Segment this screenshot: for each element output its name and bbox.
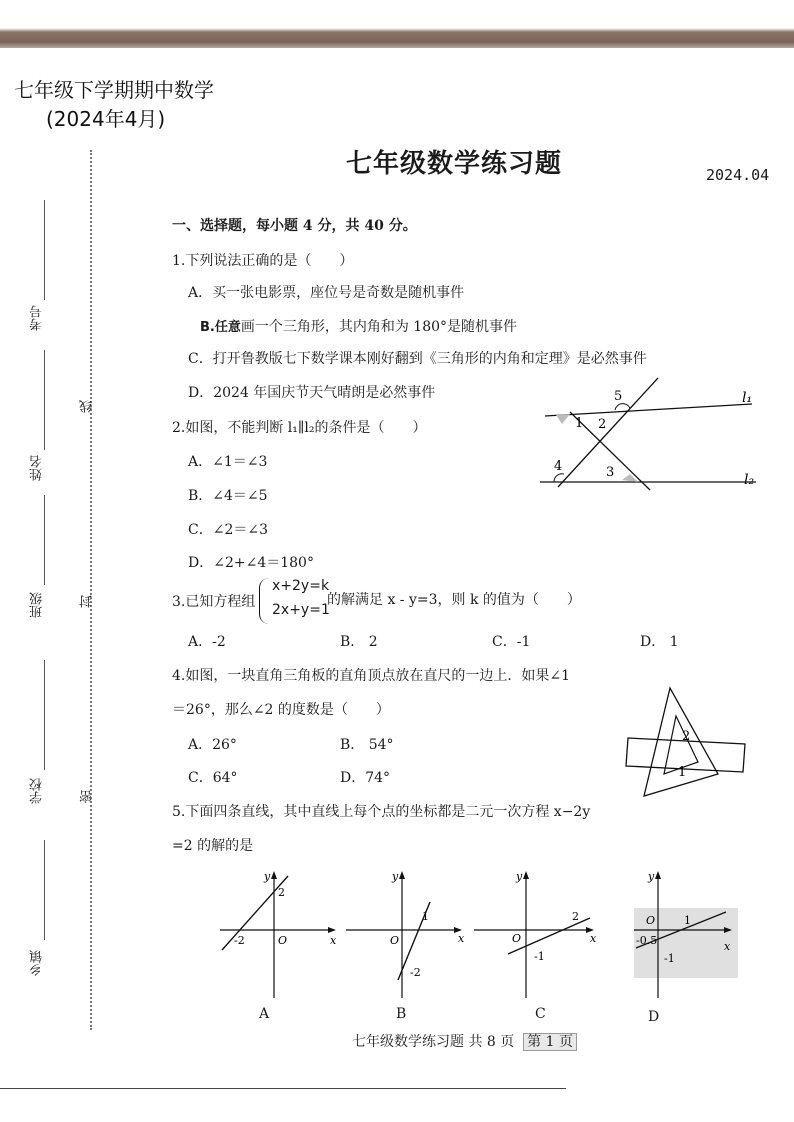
graph-b-origin: O — [390, 934, 400, 947]
q4-option-d: D．74° — [340, 770, 391, 786]
q1-option-c: C．打开鲁教版七下数学课本刚好翻到《三角形的内角和定理》是必然事件 — [188, 351, 647, 367]
q3-equation-2: 2x+y=1 — [272, 602, 330, 618]
footer-info — [352, 1031, 577, 1051]
scan-top-edge — [0, 0, 794, 48]
graph-b-label: B — [396, 1006, 407, 1022]
graph-a-label: A — [259, 1006, 270, 1022]
class-line — [44, 495, 45, 585]
q1-stem: 1.下列说法正确的是（ ） — [172, 253, 354, 269]
q5-stem-line2: =2 的解的是 — [172, 838, 254, 854]
exam-no-label: 考号 — [30, 305, 45, 331]
scan-bottom-edge — [0, 1088, 566, 1089]
graph-d-y-int: -1 — [664, 952, 675, 965]
graph-b-x-label: x — [458, 932, 465, 945]
graph-d-x-label: x — [724, 940, 731, 953]
graph-d-label: D — [648, 1009, 660, 1025]
graph-c-y-label: y — [516, 870, 523, 883]
page-title: 七年级数学练习题 — [346, 149, 563, 179]
q1-option-b — [200, 316, 517, 336]
q2-stem: 2.如图，不能判断 l₁∥l₂的条件是（ ） — [172, 420, 427, 436]
course-date: (2024年4月) — [46, 107, 166, 131]
graph-a-y-label: y — [264, 870, 271, 883]
q3-option-d: D． 1 — [640, 634, 679, 650]
q1-option-b-text: 画一个三角形，其内角和为 180°是随机事件 — [240, 319, 518, 335]
q3-brace — [259, 578, 270, 624]
footer-text: 七年级数学练习题 共 8 页 — [352, 1034, 515, 1050]
graph-d-x-int: 1 — [684, 914, 691, 927]
graph-b-y-label: y — [392, 870, 399, 883]
q4-option-a: A．26° — [188, 737, 237, 753]
q3-option-a: A．-2 — [188, 634, 226, 650]
town-line — [44, 840, 45, 940]
q4-option-b: B． 54° — [340, 737, 394, 753]
town-label: 乡镇 — [30, 950, 45, 976]
graph-c-label: C — [535, 1006, 546, 1022]
q3-equation-1: x+2y=k — [272, 578, 330, 594]
graph-d — [630, 868, 742, 1008]
print-date: 2024.04 — [706, 166, 770, 184]
angle-4-arc — [554, 474, 564, 482]
graph-d-extra: -0.5 — [636, 934, 658, 947]
q1-option-d: D．2024 年国庆节天气晴朗是必然事件 — [188, 385, 436, 401]
graph-d-y-arrow — [655, 871, 661, 879]
name-label: 姓名 — [30, 455, 45, 481]
q2-figure — [520, 372, 770, 497]
angle-5-label: 5 — [614, 389, 623, 404]
q2-option-a: A．∠1＝∠3 — [188, 454, 268, 470]
q3-option-b: B． 2 — [340, 634, 378, 650]
angle-4-label: 4 — [554, 459, 563, 474]
graph-c-x-int: 2 — [572, 910, 579, 923]
graph-b-y-arrow — [399, 871, 405, 879]
graph-b — [340, 868, 470, 1003]
q4-option-c: C．64° — [188, 770, 238, 786]
q1-option-b-label: B.任意 — [200, 320, 241, 335]
q4-angle-1-label: 1 — [678, 765, 687, 780]
q2-option-b: B．∠4＝∠5 — [188, 488, 268, 504]
name-line — [44, 350, 45, 450]
graph-a-x-int: -2 — [234, 934, 245, 947]
class-label: 班级 — [30, 592, 45, 618]
graph-c — [468, 868, 603, 1003]
angle-3-label: 3 — [606, 465, 615, 480]
graph-a — [212, 868, 342, 1003]
graph-d-origin: O — [646, 914, 656, 927]
graph-b-y-int: -2 — [410, 966, 421, 979]
graph-c-x-label: x — [590, 932, 597, 945]
graph-a-x-label: x — [330, 934, 337, 947]
q1-option-a: A．买一张电影票，座位号是奇数是随机事件 — [188, 285, 465, 301]
q4-stem-line2: ＝26°，那么∠2 的度数是（ ） — [172, 702, 390, 718]
graph-a-y-arrow — [271, 871, 277, 879]
angle-1-label: 1 — [575, 416, 584, 431]
binding-word-line: 线 — [80, 400, 95, 413]
graph-d-y-label: y — [648, 870, 655, 883]
exam-no-line — [44, 200, 45, 300]
school-label: 学校 — [30, 778, 45, 804]
l2-label: l₂ — [744, 472, 755, 488]
q4-angle-2-label: 2 — [682, 729, 691, 744]
q2-option-c: C．∠2＝∠3 — [188, 522, 268, 538]
line-l1 — [545, 404, 752, 416]
page-number: 第 1 页 — [523, 1033, 577, 1051]
q5-stem-line1: 5.下面四条直线，其中直线上每个点的坐标都是二元一次方程 x−2y — [172, 804, 591, 820]
binding-word-seal: 封 — [80, 595, 95, 608]
course-heading: 七年级下学期期中数学 — [14, 78, 214, 102]
q4-figure — [620, 686, 760, 801]
angle-1-mark — [556, 414, 570, 424]
q4-stem-line1: 4.如图，一块直角三角板的直角顶点放在直尺的一边上．如果∠1 — [172, 668, 570, 684]
graph-c-y-int: -1 — [534, 950, 545, 963]
binding-line — [90, 150, 92, 1030]
angle-2-label: 2 — [598, 417, 607, 432]
q2-option-d: D．∠2+∠4＝180° — [188, 555, 314, 571]
l1-label: l₁ — [742, 390, 753, 406]
graph-a-origin: O — [278, 934, 288, 947]
binding-word-secret: 密 — [80, 790, 95, 803]
graph-a-x-arrow — [328, 927, 336, 933]
school-line — [44, 660, 45, 770]
graph-a-y-int: 2 — [278, 886, 285, 899]
section-heading: 一、选择题，每小题 4 分，共 40 分。 — [172, 218, 417, 234]
graph-b-x-int: 1 — [422, 910, 429, 923]
q3-prefix: 3.已知方程组 — [172, 594, 256, 610]
q3-suffix: 的解满足 x - y=3，则 k 的值为（ ） — [327, 592, 581, 608]
graph-c-origin: O — [512, 932, 522, 945]
angle-5-arc — [615, 404, 630, 410]
graph-c-y-arrow — [523, 871, 529, 879]
q3-option-c: C．-1 — [492, 634, 531, 650]
